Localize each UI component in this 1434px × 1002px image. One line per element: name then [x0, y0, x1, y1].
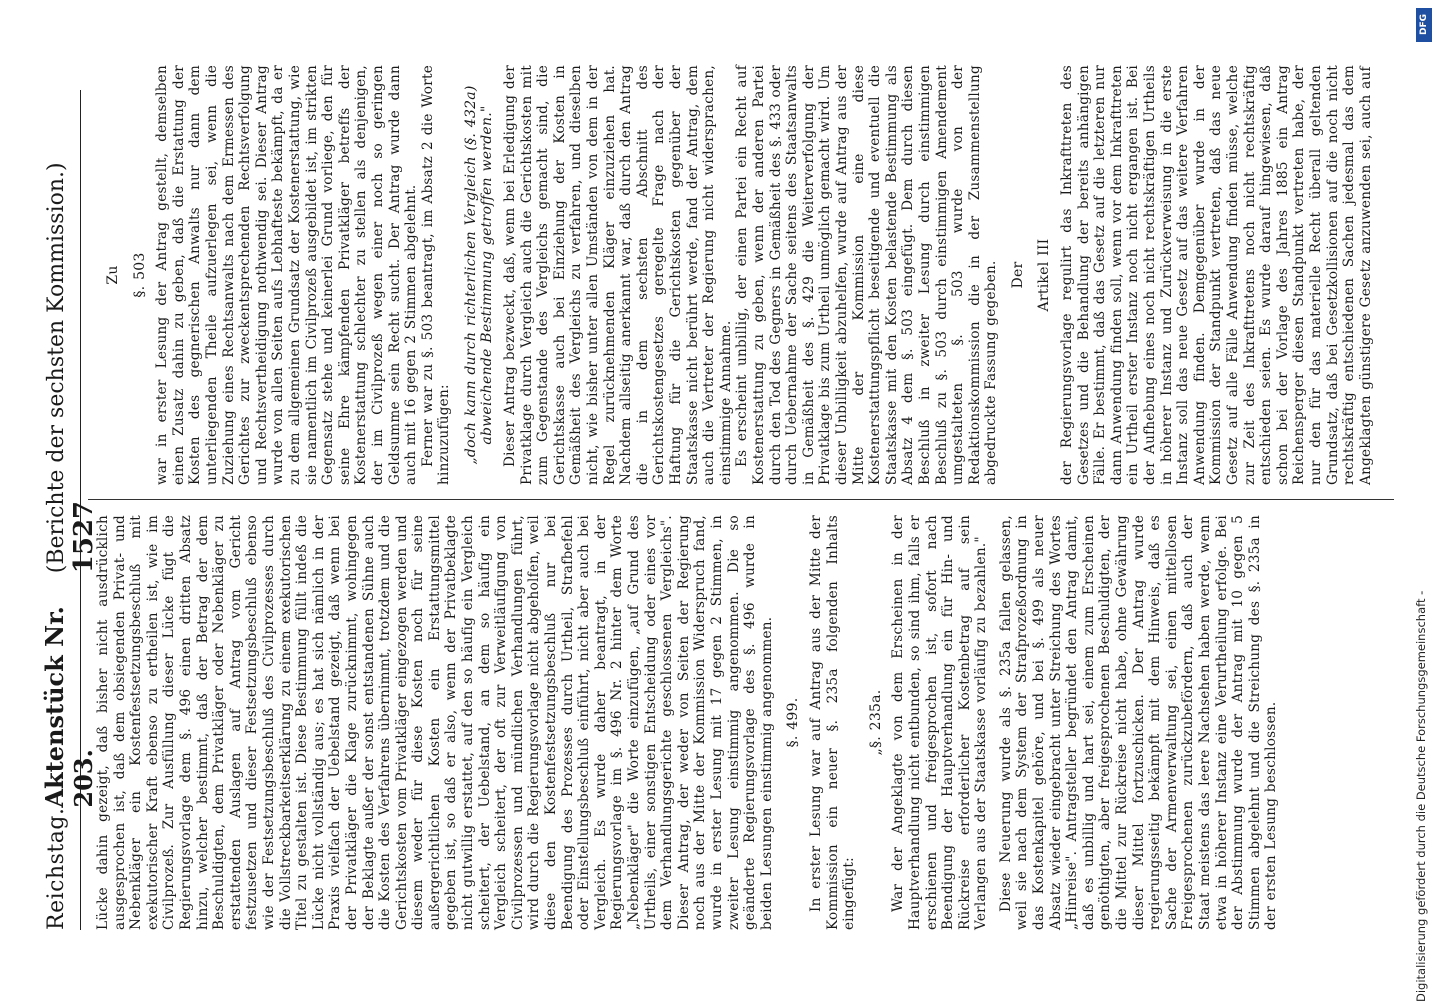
der-heading: Der — [1009, 261, 1026, 289]
header-middle: Aktenstück Nr. 203. — [40, 606, 98, 808]
section-499-heading: §. 499. — [785, 697, 802, 748]
header-left: Reichstag. — [44, 807, 69, 930]
left-paragraph-4: Diese Neuerung wurde als §. 235a fallen gelassen, weil sie nach dem System der Strafprozeßordnung in das Kostenkapitel gehöre, und bei §. 499 als neuer Absatz wieder eingebracht unter Streichung des Wortes „Hinreise". Antragsteller begründet den Antrag damit, daß es unbillig und hart sei, einem zum Erscheinen genöthigten, aber freigesprochenen Beschuldigten, der die Mittel zur Rückreise nicht habe, ohne Gewährung dieser Mittel fortzuschicken. Der Antrag wurde regierungsseitig bekämpft mit dem Hinweis, daß es Sache der Armenverwaltung sei, einen mittellosen Freigesprochenen zurückzubefördern, daß auch der Staat meistens das leere Nachsehen haben werde, wenn etwa in höherer Instanz eine Verurtheilung erfolge. Bei der Abstimmung wurde der Antrag mit 10 gegen 5 Stimmen abgelehnt und die Streichung des §. 235a in der ersten Lesung beschlossen. — [997, 515, 1280, 930]
left-paragraph-3: War der Angeklagte von dem Erscheinen in der Hauptverhandlung nicht entbunden, so sind ihm, falls er erschienen und freigesprochen ist, sofort nach Beendigung der Hauptverhandlung ein für Hin- und Rückreise erforderlicher Kostenbetrag auf sein Verlangen aus der Staatskasse vorläufig zu bezahlen." — [890, 515, 990, 930]
right-paragraph-3: Dieser Antrag bezweckt, daß, wenn bei Erledigung der Privatklage durch Vergleich auch die Gerichtskosten mit zum Gegenstande des Vergleichs gemacht sind, die Gerichtskasse auch bei Einziehung der Kosten in Gemäßheit des Vergleichs zu verfahren, und dieselben nicht, wie bisher unter allen Umständen von dem in der Regel zurücknehmenden Kläger einzuziehen hat. Nachdem allseitig anerkannt war, daß durch den Antrag die in dem sechsten Abschnitt des Gerichtskostengesetzes geregelte Frage nach der Haftung für die Gerichtskosten gegenüber der Staatskasse nicht berührt werde, fand der Antrag, dem auch die Vertreter der Regierung nicht widersprachen, einstimmige Annahme. — [502, 65, 734, 485]
right-paragraph-1: war in erster Lesung der Antrag gestellt, demselben einen Zusatz dahin zu geben, daß die Erstattung der Kosten des gegnerischen Anwalts nur dann dem unterliegenden Theile aufzuerlegen sei, wenn die Zuziehung eines Rechtsanwalts nach dem Ermessen des Gerichtes zur zweckentsprechenden Rechtsverfolgung und Rechtsvertheidigung nothwendig sei. Dieser Antrag wurde von allen Seiten aufs Lebhafteste bekämpft, da er zu dem allgemeinen Grundsatz der Kostenerstattung, wie sie namentlich im Civilprozeß ausgebildet ist, im strikten Gegensatz stehe und keinerlei Grund vorliege, den für seine Ehre kämpfenden Privatkläger betreffs der Kostenerstattung schlechter zu stellen als denjenigen, der im Civilprozeß wegen einer noch so geringen Geldsumme sein Recht sucht. Der Antrag wurde dann auch mit 16 gegen 2 Stimmen abgelehnt. — [154, 65, 420, 485]
digitization-credit: Digitalisierung gefördert durch die Deutsche Forschungsgemeinschaft - — [1414, 590, 1428, 1002]
right-paragraph-4: Es erscheint unbillig, der einen Partei ein Recht auf Kostenerstattung zu geben, wenn der anderen Partei durch den Tod des Gegners in Gemäßheit des §. 433 oder durch Uebernahme der Sache seitens des Staatsanwalts in Gemäßheit des §. 429 die Weiterverfolgung der Privatklage bis zum Urtheil unmöglich gemacht wird. Um dieser Unbilligkeit abzuhelfen, wurde auf Antrag aus der Mitte der Kommission eine diese Kostenerstattungspflicht beseitigende und eventuell die Staatskasse mit den Kosten belastende Bestimmung als Absatz 4 dem §. 503 eingefügt. Dem durch diesen Beschluß in zweiter Lesung durch einstimmigen Beschluß zu §. 503 durch einstimmigen Amendement umgestalteten §. 503 wurde von der Redaktionskommission die in der Zusammenstellung abgedruckte Fassung gegeben. — [734, 65, 1000, 485]
artikel-iii-heading: Artikel III — [1036, 238, 1053, 312]
left-paragraph-2: In erster Lesung war auf Antrag aus der Mitte der Kommission ein neuer §. 235a folgenden Inhalts eingefügt: — [807, 515, 858, 930]
left-column — [95, 515, 1280, 930]
column-divider — [88, 499, 1394, 500]
page-header — [40, 90, 99, 930]
section-235a-heading: „§. 235a. — [867, 689, 884, 756]
header-right — [44, 90, 99, 573]
right-paragraph-2: Ferner war zu §. 503 beantragt, im Absatz 2 die Worte hinzuzufügen: — [419, 65, 453, 485]
section-503-heading: §. 503 — [131, 252, 148, 298]
page-number: 1527 — [69, 500, 99, 574]
dfg-logo-text: DFG — [1419, 14, 1429, 36]
right-quote: „doch kann durch richterlichen Vergleich (§. 432a) abweichende Bestimmung getroffen werden." — [462, 85, 496, 465]
header-right-title: (Berichte der sechsten Kommission.) — [44, 162, 69, 574]
right-paragraph-5: der Regierungsvorlage regulirt das Inkrafttreten des Gesetzes und die Behandlung der bereits anhängigen Fälle. Er bestimmt, daß das Gesetz auf die letzteren nur dann Anwendung finden soll, wenn vor dem Inkrafttreten ein Urtheil erster Instanz noch nicht ergangen ist. Bei der Aufhebung eines noch nicht rechtskräftigen Urtheils in höherer Instanz und Zurückverweisung in die erste Instanz soll das neue Gesetz auf das weitere Verfahren Anwendung finden. Demgegenüber wurde in der Kommission der Standpunkt vertreten, daß das neue Gesetz auf alle Fälle Anwendung finden müsse, welche zur Zeit des Inkrafttretens noch nicht rechtskräftig entschieden seien. Es wurde darauf hingewiesen, daß schon bei der Vorlage des Jahres 1885 ein Antrag Reichensperger diesen Standpunkt vertreten habe, der nur den für das materielle Recht überall geltenden Grundsatz, daß bei Gesetzkollisionen auf die noch nicht rechtskräftig entschiedenen Sachen jedesmal das dem Angeklagten günstigere Gesetz anzuwenden sei, auch auf — [1059, 65, 1374, 485]
right-column — [95, 65, 1374, 485]
left-paragraph-1: Lücke dahin gezeigt, daß bisher nicht ausdrücklich ausgesprochen ist, daß dem obsiegenden Privat- und Nebenkläger ein Kostenfestsetzungsbeschluß mit exekutorischer Kraft ebenso zu ertheilen ist, wie im Civilprozeß. Zur Ausfüllung dieser Lücke fügt die Regierungsvorlage dem §. 496 einen dritten Absatz hinzu, welcher bestimmt, daß der Betrag der dem Beschuldigten, dem Privatkläger oder Nebenkläger zu erstattenden Auslagen auf Antrag vom Gericht festzusetzen und dieser Festsetzungsbeschluß ebenso wie der Festsetzungsbeschluß des Civilprozesses durch die Vollstreckbarkeitserklärung zu einem exekutorischen Titel zu gestalten ist. Diese Bestimmung füllt indeß die Lücke nicht vollständig aus; es hat sich nämlich in der Praxis vielfach der Uebelstand gezeigt, daß wenn bei der Privatkläger die Klage zurücknimmt, wohingegen der Beklagte außer der sonst entstandenen Sühne auch die Kosten des Verfahrens übernimmt, trotzdem und die Gerichtskosten vom Privatkläger eingezogen werden und diesem weder für diese Kosten noch für seine außergerichtlichen Kosten ein Erstattungsmittel gegeben ist, so daß er also, wenn der Privatbeklagte nicht gutwillig erstattet, auf den so häufig ein Vergleich scheitert, der Uebelstand, an dem so häufig ein Vergleich scheitert, der oft zur Verweitläufigung von Civilprozessen und mündlichen Verhandlungen führt, wird durch die Regierungsvorlage nicht abgeholfen, weil diese den Kostenfestsetzungsbeschluß nur bei Beendigung des Prozesses durch Urtheil, Strafbefehl oder Einstellungsbeschluß einführt, nicht aber auch bei Vergleich. Es wurde daher beantragt, in der Regierungsvorlage im §. 496 Nr. 2 hinter dem Worte „Nebenkläger" die Worte einzufügen, „auf Grund des Urtheils, einer sonstigen Entscheidung oder eines vor dem Verhandlungsgerichte geschlossenen Vergleichs". Dieser Antrag, der weder von Seiten der Regierung noch aus der Mitte der Kommission Widerspruch fand, wurde in erster Lesung mit 17 gegen 2 Stimmen, in zweiter Lesung einstimmig angenommen. Die so geänderte Regierungsvorlage des §. 496 wurde in beiden Lesungen einstimmig angenommen. — [95, 515, 775, 930]
zu-heading: Zu — [105, 265, 121, 285]
